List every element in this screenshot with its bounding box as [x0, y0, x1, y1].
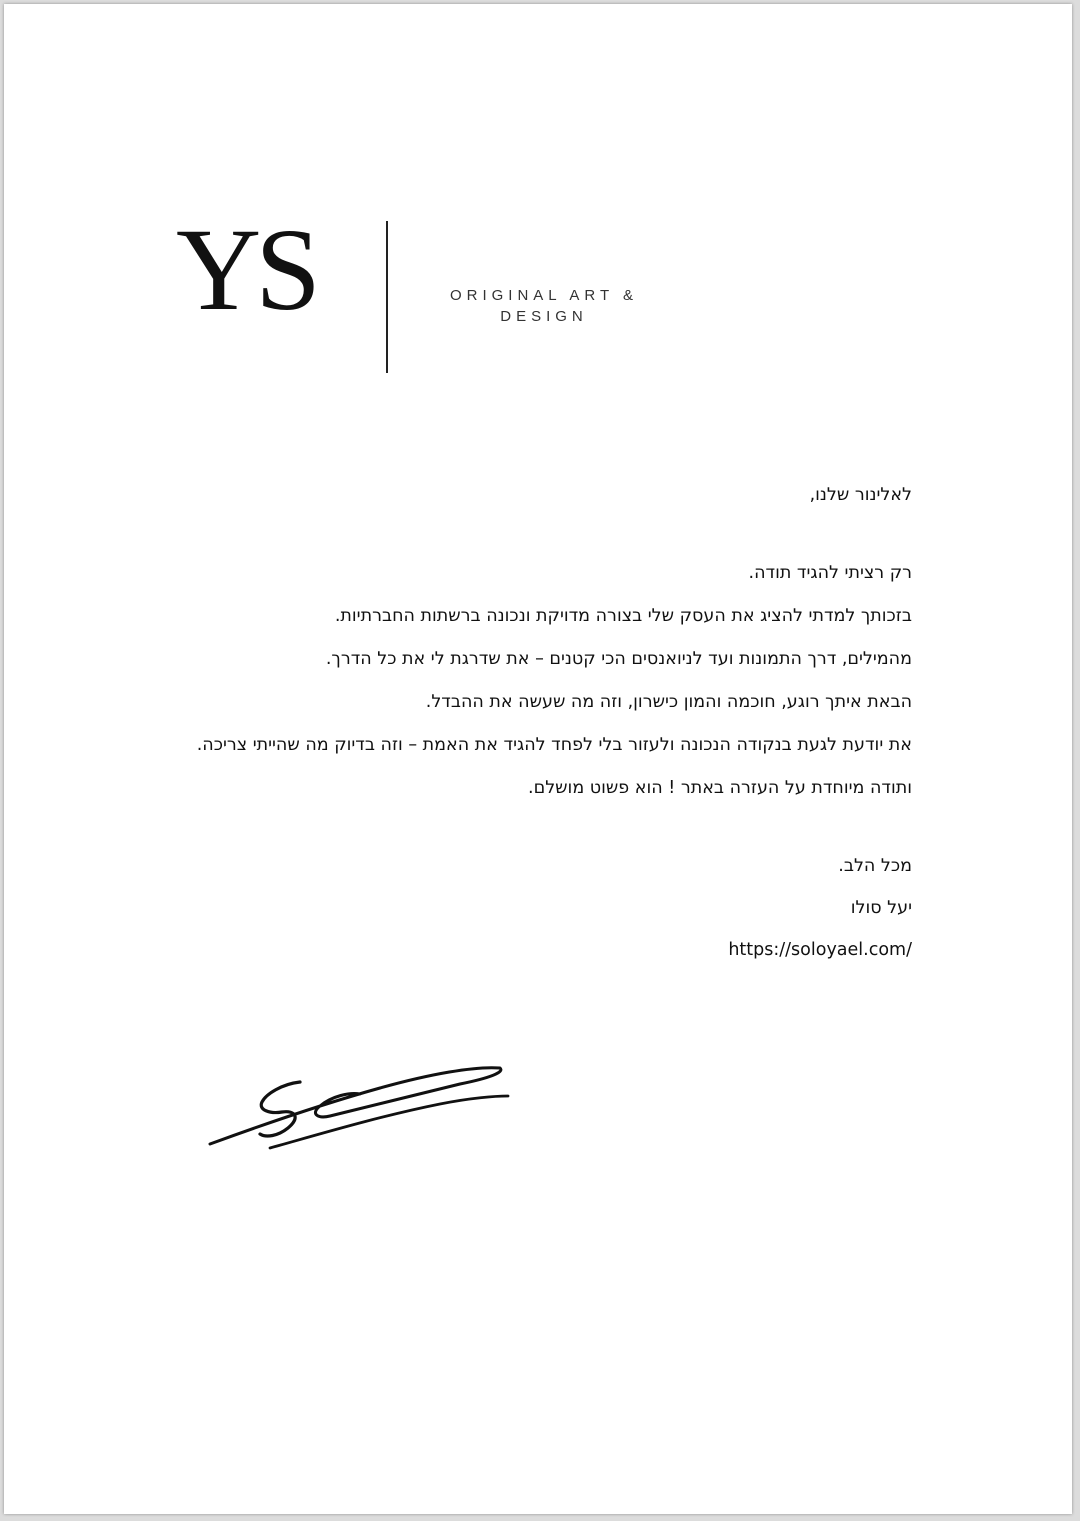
logo-divider	[386, 221, 388, 373]
letter-line: את יודעת לגעת בנקודה הנכונה ולעזור בלי לפחד להגיד את האמת – וזה בדיוק מה שהייתי צריכה.	[196, 735, 912, 755]
letter-line: הבאת איתך רוגע, חוכמה והמון כישרון, וזה מה שעשה את ההבדל.	[425, 692, 912, 712]
letter-greeting: לאלינור שלנו,	[809, 485, 912, 505]
handwritten-signature	[200, 1056, 520, 1156]
signature-stroke	[270, 1096, 508, 1148]
letter-line: רק רציתי להגיד תודה.	[748, 563, 912, 583]
signature-stroke	[210, 1068, 501, 1144]
signature-stroke	[260, 1082, 300, 1136]
letter-line: ותודה מיוחדת על העזרה באתר ! הוא פשוט מושלם.	[528, 778, 912, 798]
logo-monogram: YS	[176, 204, 315, 335]
letter-body	[164, 480, 912, 965]
letter-page	[4, 4, 1072, 1514]
letter-line: מהמילים, דרך התמונות ועד לניואנסים הכי קטנים – את שדרגת לי את כל הדרך.	[325, 649, 912, 669]
letter-line: בזכותך למדתי להציג את העסק שלי בצורה מדויקת ונכונה ברשתות החברתיות.	[334, 606, 912, 626]
letter-closing: מכל הלב.	[838, 856, 912, 876]
logo-tagline-line2: DESIGN	[500, 308, 588, 325]
website-url: https://soloyael.com/	[728, 940, 912, 960]
signer-name: יעל סולו	[850, 898, 912, 918]
logo-tagline-line1: ORIGINAL ART &	[449, 287, 639, 304]
brand-logo	[124, 199, 734, 439]
logo-tagline	[414, 285, 674, 327]
